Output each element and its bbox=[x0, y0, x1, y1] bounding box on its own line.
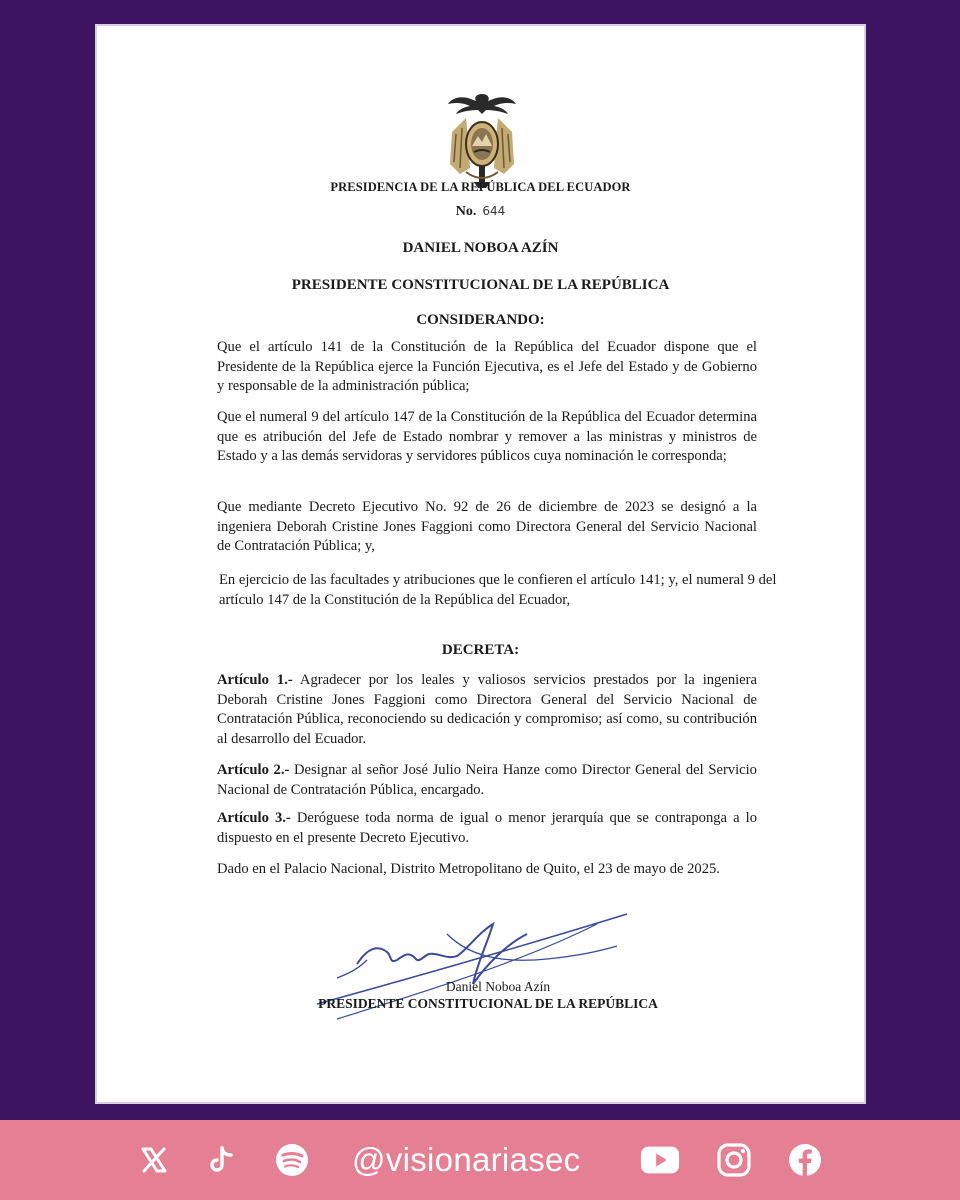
president-name: DANIEL NOBOA AZÍN bbox=[402, 240, 559, 256]
ecuador-coat-of-arms-icon bbox=[446, 88, 518, 192]
decree-number bbox=[97, 204, 864, 220]
number-value: 644 bbox=[482, 204, 506, 218]
article-label: Artículo 1.- bbox=[217, 672, 293, 688]
article-text: Deróguese toda norma de igual o menor jerarquía que se contraponga a lo dispuesto en el presente Decreto Ejecutivo. bbox=[217, 810, 757, 846]
signature-scribble-icon bbox=[297, 894, 657, 1034]
instagram-icon[interactable] bbox=[714, 1140, 754, 1180]
considerando-paragraph: Que el numeral 9 del artículo 147 de la Constitución de la República del Ecuador determina que es atribución del Jefe de Estado nombrar y remover a las ministras y ministros de Estado y a las demás servidoras y servidores públicos cuya nominación le corresponda; bbox=[217, 409, 757, 465]
x-icon[interactable] bbox=[134, 1140, 174, 1180]
decreta-heading: DECRETA: bbox=[441, 642, 520, 658]
president-title: PRESIDENTE CONSTITUCIONAL DE LA REPÚBLICA bbox=[291, 277, 670, 293]
document-page bbox=[97, 26, 864, 1102]
youtube-icon[interactable] bbox=[640, 1140, 680, 1180]
closing-statement: Dado en el Palacio Nacional, Distrito Metropolitano de Quito, el 23 de mayo de 2025. bbox=[217, 861, 720, 877]
signature-title: PRESIDENTE CONSTITUCIONAL DE LA REPÚBLICA bbox=[318, 996, 658, 1011]
article-paragraph bbox=[217, 809, 757, 848]
article-paragraph bbox=[217, 761, 757, 800]
social-footer bbox=[0, 1120, 960, 1200]
considerando-paragraph: Que el artículo 141 de la Constitución de la República del Ecuador dispone que el Presidente de la República ejerce la Función Ejecutiva, es el Jefe del Estado y de Gobierno y responsable de la administración pública; bbox=[217, 339, 757, 395]
considerando-paragraph: En ejercicio de las facultades y atribuciones que le confieren el artículo 141; y, el numeral 9 del artículo 147 de la Constitución de la República del Ecuador, bbox=[219, 572, 777, 608]
facebook-icon[interactable] bbox=[785, 1140, 825, 1180]
number-label: No. bbox=[455, 204, 477, 219]
social-handle[interactable]: @visionariasec bbox=[352, 1141, 581, 1178]
article-label: Artículo 2.- bbox=[217, 762, 290, 778]
signature-name: Daniel Noboa Azín bbox=[445, 979, 551, 994]
considerando-paragraph: Que mediante Decreto Ejecutivo No. 92 de 26 de diciembre de 2023 se designó a la ingeniera Deborah Cristine Jones Faggioni como Directora General del Servicio Nacional de Contratación Pública; y, bbox=[217, 499, 757, 555]
article-text: Designar al señor José Julio Neira Hanze como Director General del Servicio Nacional de Contratación Pública, encargado. bbox=[217, 762, 757, 798]
tiktok-icon[interactable] bbox=[202, 1140, 242, 1180]
considerando-heading: CONSIDERANDO: bbox=[416, 312, 545, 328]
article-text: Agradecer por los leales y valiosos servicios prestados por la ingeniera Deborah Cristine Jones Faggioni como Directora General del Servicio Nacional de Contratación Pública, reconociendo su dedicación y compromiso; así como, su contribución al desarrollo del Ecuador. bbox=[217, 672, 757, 747]
article-label: Artículo 3.- bbox=[217, 810, 291, 826]
article-paragraph bbox=[217, 671, 757, 749]
presidencia-header: PRESIDENCIA DE LA REPÚBLICA DEL ECUADOR bbox=[330, 180, 631, 194]
spotify-icon[interactable] bbox=[272, 1140, 312, 1180]
